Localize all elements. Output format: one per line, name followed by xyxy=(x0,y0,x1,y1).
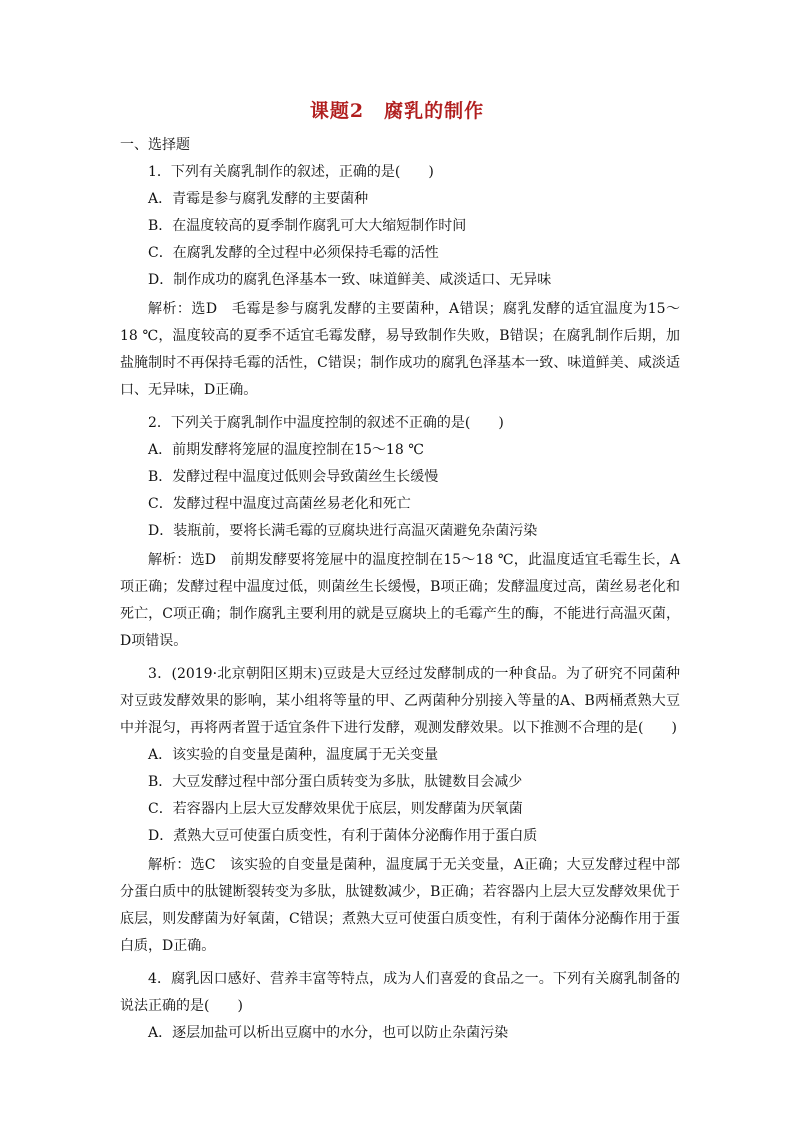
option-b: B．大豆发酵过程中部分蛋白质转变为多肽，肽键数目会减少 xyxy=(148,774,523,790)
option-d: D．煮熟大豆可使蛋白质变性，有利于菌体分泌酶作用于蛋白质 xyxy=(148,828,538,844)
option-c: C．发酵过程中温度过高菌丝易老化和死亡 xyxy=(148,496,411,512)
question-stem: 3．(2019·北京朝阳区期末)豆豉是大豆经过发酵制成的一种食品。为了研究不同菌种对豆豉发酵效果的影响，某小组将等量的甲、乙两菌种分别接入等量的A、B两桶煮熟大豆中并混匀，再将两者置于适宜条件下进行发酵，观测发酵效果。以下推测不合理的是( ) xyxy=(120,666,680,736)
option-b: B．发酵过程中温度过低则会导致菌丝生长缓慢 xyxy=(148,469,439,485)
option-a: A．该实验的自变量是菌种，温度属于无关变量 xyxy=(148,747,439,763)
question-1 xyxy=(120,159,680,404)
page-title: 课题2 腐乳的制作 xyxy=(309,100,485,122)
section-heading: 一、选择题 xyxy=(120,137,190,153)
question-4 xyxy=(120,966,680,1047)
question-2 xyxy=(120,410,680,655)
option-b: B．在温度较高的夏季制作腐乳可大大缩短制作时间 xyxy=(148,218,467,234)
question-stem: 4．腐乳因口感好、营养丰富等特点，成为人们喜爱的食品之一。下列有关腐乳制备的说法正确的是( ) xyxy=(120,971,680,1014)
analysis: 解析：选D 前期发酵要将笼屉中的温度控制在15～18 ℃，此温度适宜毛霉生长，A项正确；发酵过程中温度过低，则菌丝生长缓慢，B项正确；发酵温度过高，菌丝易老化和死亡，C项正确；制作腐乳主要利用的就是豆腐块上的毛霉产生的酶，不能进行高温灭菌，D项错误。 xyxy=(120,552,680,649)
analysis: 解析：选D 毛霉是参与腐乳发酵的主要菌种，A错误；腐乳发酵的适宜温度为15～18 ℃，温度较高的夏季不适宜毛霉发酵，易导致制作失败，B错误；在腐乳制作后期，加盐腌制时不再保持毛霉的活性，C错误；制作成功的腐乳色泽基本一致、味道鲜美、咸淡适口、无异味，D正确。 xyxy=(120,301,680,398)
question-3 xyxy=(120,661,680,960)
option-a: A．逐层加盐可以析出豆腐中的水分，也可以防止杂菌污染 xyxy=(148,1025,509,1041)
option-c: C．若容器内上层大豆发酵效果优于底层，则发酵菌为厌氧菌 xyxy=(148,801,523,817)
question-stem: 2．下列关于腐乳制作中温度控制的叙述不正确的是( ) xyxy=(148,415,504,431)
question-content xyxy=(120,132,680,1047)
analysis: 解析：选C 该实验的自变量是菌种，温度属于无关变量，A正确；大豆发酵过程中部分蛋白质中的肽键断裂转变为多肽，肽键数减少，B正确；若容器内上层大豆发酵效果优于底层，则发酵菌为好氧菌，C错误；煮熟大豆可使蛋白质变性，有利于菌体分泌酶作用于蛋白质，D正确。 xyxy=(120,857,680,954)
question-stem: 1．下列有关腐乳制作的叙述，正确的是( ) xyxy=(148,164,434,180)
option-a: A．前期发酵将笼屉的温度控制在15～18 ℃ xyxy=(148,442,424,458)
option-c: C．在腐乳发酵的全过程中必须保持毛霉的活性 xyxy=(148,245,439,261)
option-d: D．装瓶前，要将长满毛霉的豆腐块进行高温灭菌避免杂菌污染 xyxy=(148,523,538,539)
option-a: A．青霉是参与腐乳发酵的主要菌种 xyxy=(148,191,369,207)
option-d: D．制作成功的腐乳色泽基本一致、味道鲜美、咸淡适口、无异味 xyxy=(148,272,552,288)
